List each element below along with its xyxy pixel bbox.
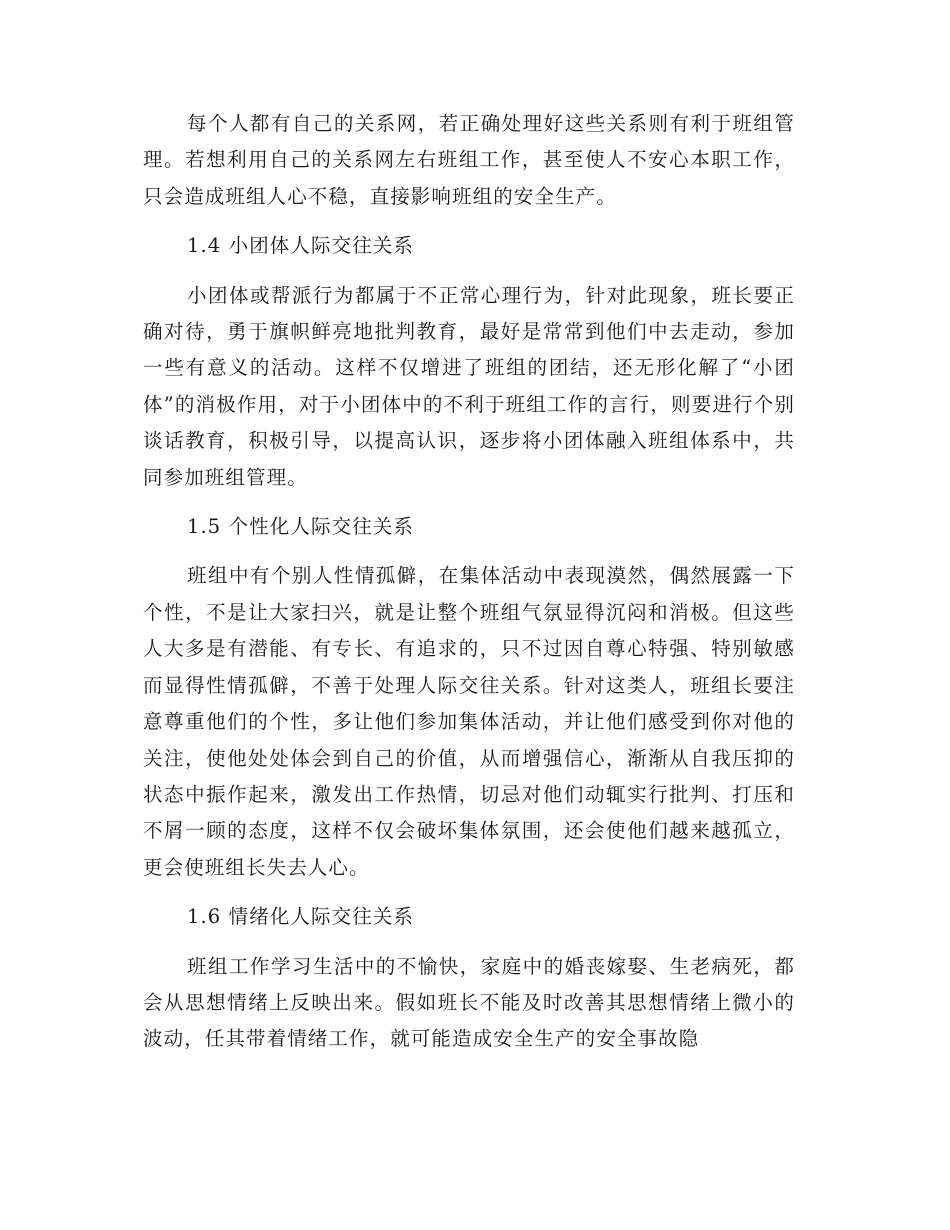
paragraph-personality: 班组中有个别人性情孤僻，在集体活动中表现漠然，偶然展露一下个性，不是让大家扫兴，就是让整个班组气氛显得沉闷和消极。但这些人大多是有潜能、有专长、有追求的，只不过因自尊心特强、特别敏感而显得性情孤僻，不善于处理人际交往关系。针对这类人，班组长要注意尊重他们的个性，多让他们参加集体活动，并让他们感受到你对他的关注，使他处处体会到自己的价值，从而增强信心，渐渐从自我压抑的状态中振作起来，激发出工作热情，切忌对他们动辄实行批判、打压和不屑一顾的态度，这样不仅会破坏集体氛围，还会使他们越来越孤立，更会使班组长失去人心。 <box>143 564 795 879</box>
heading-emotional-relations: 1.6 情绪化人际交往关系 <box>187 905 415 929</box>
heading-personality-relations: 1.5 个性化人际交往关系 <box>187 515 415 539</box>
document-body <box>143 106 795 1058</box>
paragraph-emotional: 班组工作学习生活中的不愉快，家庭中的婚丧嫁娶、生老病死，都会从思想情绪上反映出来。假如班长不能及时改善其思想情绪上微小的波动，任其带着情绪工作，就可能造成安全生产的安全事故隐 <box>143 954 795 1051</box>
paragraph-small-group: 小团体或帮派行为都属于不正常心理行为，针对此现象，班长要正确对待，勇于旗帜鲜亮地批判教育，最好是常常到他们中去走动，参加一些有意义的活动。这样不仅增进了班组的团结，还无形化解了“小团体”的消极作用，对于小团体中的不利于班组工作的言行，则要进行个别谈话教育，积极引导，以提高认识，逐步将小团体融入班组体系中，共同参加班组管理。 <box>143 283 795 489</box>
paragraph-relationship-network: 每个人都有自己的关系网，若正确处理好这些关系则有利于班组管理。若想利用自己的关系网左右班组工作，甚至使人不安心本职工作，只会造成班组人心不稳，直接影响班组的安全生产。 <box>143 112 795 208</box>
heading-small-group-relations: 1.4 小团体人际交往关系 <box>187 234 415 258</box>
